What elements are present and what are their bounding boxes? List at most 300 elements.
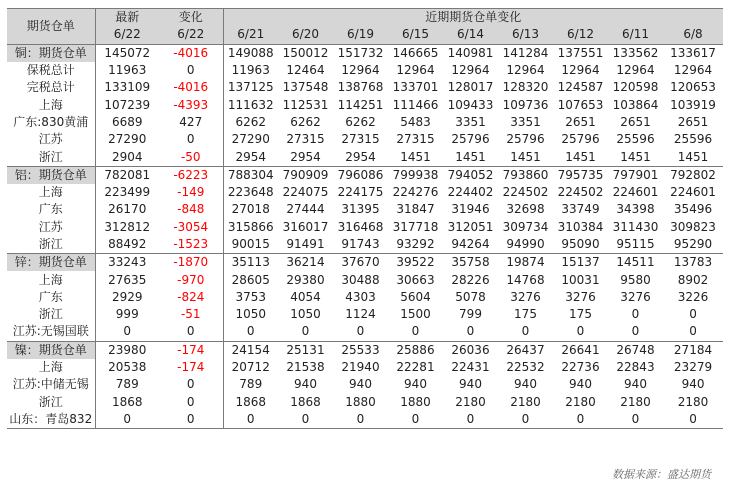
history-value: 37670 [333,254,388,272]
history-value: 788304 [223,166,278,184]
history-value: 2180 [677,394,709,409]
latest-value: 107239 [104,97,151,112]
history-value: 15137 [553,254,608,272]
history-value: 146665 [388,44,443,62]
history-value: 114251 [337,97,384,112]
header-latest-date: 6/22 [95,26,159,44]
latest-value: 1868 [111,394,143,409]
row-label: 江苏 [7,131,95,148]
history-value: 310384 [557,219,604,234]
history-value: 22843 [616,360,655,375]
history-value: 224276 [392,185,439,200]
history-value: 12464 [286,63,325,78]
history-value: 30488 [341,272,380,287]
latest-value: 23980 [95,341,159,359]
history-value: 35758 [443,254,498,272]
section-label: 铜：期货仓单 [7,44,95,62]
row-label: 上海 [7,271,95,288]
history-value: 940 [459,377,482,392]
latest-value: 2904 [111,149,143,164]
row-label: 山东：青岛832 [7,411,95,429]
table-row [7,219,723,236]
history-value: 12964 [561,63,600,78]
latest-value: 145072 [95,44,159,62]
latest-value: 789 [115,377,139,392]
history-value: 94264 [451,237,490,251]
history-value: 796086 [333,166,388,184]
history-value: 311430 [612,219,659,234]
history-value: 2954 [290,149,321,164]
table-row [7,306,723,323]
warehouse-receipt-table-container [7,8,723,481]
history-value: 940 [569,377,592,392]
history-value: 0 [576,324,585,339]
history-value: 90015 [231,237,270,251]
history-value: 109433 [447,97,494,112]
change-value: -4393 [159,96,223,113]
history-value: 0 [411,324,420,339]
latest-value: 312812 [104,219,151,234]
history-value: 27315 [396,132,435,147]
change-value: 0 [159,376,223,393]
history-value: 309734 [502,219,549,234]
history-value: 2651 [620,114,651,129]
history-value: 224175 [337,185,384,200]
history-value: 26036 [443,341,498,359]
history-value: 34398 [616,202,655,217]
change-value: -6223 [159,166,223,184]
history-value: 3753 [235,289,267,304]
latest-value: 133109 [104,80,151,95]
history-value: 5604 [400,289,431,304]
history-value: 2954 [345,149,376,164]
history-value: 2180 [510,394,541,409]
history-value: 9580 [620,272,651,287]
history-value: 12964 [506,63,545,78]
history-value: 27315 [286,132,325,147]
history-value: 940 [349,377,372,392]
history-value: 11963 [231,63,270,78]
history-value: 111466 [392,97,439,112]
history-value: 10031 [561,272,600,287]
history-value: 133617 [663,44,723,62]
history-value: 940 [404,377,427,392]
history-value: 32698 [506,202,545,217]
history-value: 141284 [498,44,553,62]
latest-value: 20538 [108,360,147,375]
history-value: 315866 [227,219,274,234]
row-label: 广东:830黄浦 [7,114,95,131]
header-date: 6/21 [223,26,278,44]
history-value: 28226 [451,272,490,287]
history-value: 111632 [227,97,274,112]
history-value: 0 [689,324,697,339]
history-value: 2180 [620,394,651,409]
history-value: 3351 [510,114,541,129]
history-value: 1500 [400,307,431,322]
history-value: 940 [624,377,647,392]
history-value: 3226 [677,289,709,304]
history-value: 133562 [608,44,663,62]
history-value: 3351 [455,114,486,129]
change-value: 0 [159,411,223,429]
row-label: 上海 [7,359,95,376]
latest-value: 223499 [104,185,151,200]
history-value: 22736 [561,360,600,375]
history-value: 8902 [677,272,709,287]
history-value: 0 [388,411,443,429]
history-value: 1868 [290,394,321,409]
history-value: 940 [681,377,705,392]
latest-value: 33243 [95,254,159,272]
history-value: 28605 [231,272,270,287]
change-value: -174 [159,359,223,376]
latest-value: 6689 [111,114,143,129]
history-value: 5078 [455,289,486,304]
history-value: 95090 [561,237,600,251]
history-value: 0 [356,324,365,339]
history-value: 31946 [451,202,490,217]
history-value: 1050 [290,307,321,322]
history-value: 27018 [231,202,270,217]
history-value: 13783 [663,254,723,272]
history-value: 19874 [498,254,553,272]
history-value: 317718 [392,219,439,234]
history-value: 25533 [333,341,388,359]
history-value: 133701 [392,80,439,95]
history-value: 224502 [557,185,604,200]
history-value: 224601 [612,185,659,200]
table-row [7,184,723,201]
history-value: 30663 [396,272,435,287]
history-value: 107653 [557,97,604,112]
table-row [7,62,723,79]
history-value: 794052 [443,166,498,184]
change-value: 0 [159,131,223,148]
table-row [7,201,723,218]
table-row [7,271,723,288]
history-value: 124587 [557,80,604,95]
table-row [7,236,723,254]
table-row [7,411,723,429]
row-label: 江苏 [7,219,95,236]
history-value: 1451 [620,149,651,164]
latest-value: 88492 [108,237,147,251]
history-value: 36214 [278,254,333,272]
history-value: 150012 [278,44,333,62]
history-value: 23279 [673,360,713,375]
table-row [7,114,723,131]
history-value: 112531 [282,97,329,112]
history-value: 12964 [341,63,380,78]
history-value: 93292 [396,237,435,251]
history-value: 4303 [345,289,376,304]
history-value: 95290 [673,237,713,251]
history-value: 3276 [620,289,651,304]
table-row [7,359,723,376]
history-value: 26748 [608,341,663,359]
history-value: 316017 [282,219,329,234]
history-value: 137125 [227,80,274,95]
history-value: 6262 [235,114,267,129]
section-label: 铝：期货仓单 [7,166,95,184]
header-date: 6/8 [663,26,723,44]
history-value: 223648 [227,185,274,200]
history-value: 27184 [663,341,723,359]
history-value: 6262 [290,114,321,129]
header-date: 6/12 [553,26,608,44]
row-label: 广东 [7,289,95,306]
history-value: 3276 [565,289,596,304]
history-value: 0 [631,307,640,322]
latest-value: 27290 [108,132,147,147]
history-value: 316468 [337,219,384,234]
history-value: 0 [521,324,530,339]
history-value: 2180 [565,394,596,409]
table-row [7,323,723,341]
change-value: -50 [159,148,223,166]
history-value: 0 [223,411,278,429]
history-value: 94990 [506,237,545,251]
row-label: 广东 [7,201,95,218]
history-value: 175 [514,307,537,322]
history-value: 1880 [400,394,431,409]
header-date: 6/20 [278,26,333,44]
history-value: 91491 [286,237,325,251]
latest-value: 26170 [108,202,147,217]
history-value: 0 [689,307,697,322]
row-label: 浙江 [7,306,95,323]
history-value: 2651 [677,114,709,129]
row-label: 保税总计 [7,62,95,79]
history-value: 14768 [506,272,545,287]
data-source-note: 数据来源：盛达期货 [612,468,712,481]
history-value: 26437 [498,341,553,359]
row-label: 江苏:中储无锡 [7,376,95,393]
history-value: 1451 [510,149,541,164]
history-value: 940 [294,377,317,392]
history-value: 312051 [447,219,494,234]
history-value: 31395 [341,202,380,217]
history-value: 22532 [506,360,545,375]
history-value: 24154 [223,341,278,359]
history-value: 4054 [290,289,321,304]
row-label: 上海 [7,184,95,201]
history-value: 0 [631,324,640,339]
change-value: -3054 [159,219,223,236]
history-value: 792802 [663,166,723,184]
history-value: 2180 [455,394,486,409]
header-date: 6/11 [608,26,663,44]
history-value: 138768 [337,80,384,95]
header-change-date: 6/22 [159,26,223,44]
change-value: 0 [159,62,223,79]
history-value: 103919 [670,97,716,112]
row-label: 江苏:无锡国联 [7,323,95,341]
history-value: 0 [333,411,388,429]
history-value: 25596 [673,132,713,147]
history-value: 175 [569,307,592,322]
history-value: 0 [443,411,498,429]
history-value: 95115 [616,237,655,251]
history-value: 137548 [282,80,329,95]
row-label: 浙江 [7,236,95,254]
history-value: 1451 [565,149,596,164]
history-value: 309823 [670,219,716,234]
row-label: 浙江 [7,394,95,411]
history-value: 1050 [235,307,267,322]
history-value: 21538 [286,360,325,375]
history-value: 793860 [498,166,553,184]
history-value: 1124 [345,307,376,322]
header-latest: 最新 [95,9,159,27]
history-value: 0 [498,411,553,429]
table-row [7,131,723,148]
history-value: 20712 [231,360,270,375]
history-value: 1880 [345,394,376,409]
history-value: 1451 [677,149,709,164]
history-value: 790909 [278,166,333,184]
change-value: -824 [159,289,223,306]
row-label: 浙江 [7,148,95,166]
history-value: 0 [278,411,333,429]
history-value: 224601 [670,185,716,200]
history-value: 103864 [612,97,659,112]
history-value: 799 [459,307,482,322]
latest-value: 27635 [108,272,147,287]
header-change: 变化 [159,9,223,27]
change-value: 0 [159,323,223,341]
history-value: 0 [553,411,608,429]
history-value: 2651 [565,114,596,129]
change-value: -1870 [159,254,223,272]
history-value: 1451 [400,149,431,164]
history-value: 1868 [235,394,267,409]
header-row-1 [7,9,723,27]
history-value: 12964 [673,63,713,78]
latest-value: 0 [95,411,159,429]
table-row [7,96,723,113]
history-value: 128320 [502,80,549,95]
table-row [7,44,723,62]
history-value: 25796 [451,132,490,147]
change-value: -149 [159,184,223,201]
header-date: 6/13 [498,26,553,44]
row-label: 上海 [7,96,95,113]
history-value: 795735 [553,166,608,184]
history-value: 5483 [400,114,431,129]
history-value: 789 [239,377,263,392]
history-value: 1451 [455,149,486,164]
history-value: 22281 [396,360,435,375]
header-receipt-label: 期货仓单 [7,9,95,45]
header-date: 6/19 [333,26,388,44]
change-value: -1523 [159,236,223,254]
header-row-2 [7,26,723,44]
history-value: 33749 [561,202,600,217]
history-value: 25796 [506,132,545,147]
history-value: 0 [246,324,255,339]
history-value: 2954 [235,149,267,164]
latest-value: 782081 [95,166,159,184]
history-value: 35496 [673,202,713,217]
change-value: -970 [159,271,223,288]
change-value: -848 [159,201,223,218]
history-value: 29380 [286,272,325,287]
latest-value: 999 [115,307,139,322]
latest-value: 11963 [108,63,147,78]
history-value: 797901 [608,166,663,184]
latest-value: 0 [123,324,132,339]
history-value: 25886 [388,341,443,359]
history-value: 224402 [447,185,494,200]
history-value: 799938 [388,166,443,184]
history-value: 25131 [278,341,333,359]
row-label: 完税总计 [7,79,95,96]
history-value: 0 [663,411,723,429]
history-value: 31847 [396,202,435,217]
history-value: 39522 [388,254,443,272]
change-value: -4016 [159,79,223,96]
history-value: 35113 [223,254,278,272]
change-value: 0 [159,394,223,411]
history-value: 0 [466,324,475,339]
change-value: -174 [159,341,223,359]
history-value: 128017 [447,80,494,95]
history-value: 0 [608,411,663,429]
history-value: 137551 [553,44,608,62]
history-value: 224075 [282,185,329,200]
header-date: 6/15 [388,26,443,44]
history-value: 12964 [616,63,655,78]
history-value: 6262 [345,114,376,129]
table-row [7,341,723,359]
history-value: 140981 [443,44,498,62]
warehouse-receipt-table [7,8,723,429]
header-date: 6/14 [443,26,498,44]
history-value: 109736 [502,97,549,112]
history-value: 120598 [612,80,659,95]
history-value: 25796 [561,132,600,147]
history-value: 0 [301,324,310,339]
header-recent-changes: 近期期货仓单变化 [223,9,723,27]
history-value: 12964 [451,63,490,78]
table-row [7,254,723,272]
change-value: -51 [159,306,223,323]
change-value: 427 [159,114,223,131]
section-label: 锌：期货仓单 [7,254,95,272]
history-value: 12964 [396,63,435,78]
history-value: 22431 [451,360,490,375]
table-row [7,148,723,166]
history-value: 27315 [341,132,380,147]
history-value: 149088 [223,44,278,62]
history-value: 91743 [341,237,380,251]
history-value: 940 [514,377,537,392]
history-value: 26641 [553,341,608,359]
table-row [7,376,723,393]
table-row [7,394,723,411]
history-value: 27290 [231,132,270,147]
history-value: 27444 [286,202,325,217]
latest-value: 2929 [111,289,143,304]
history-value: 3276 [510,289,541,304]
history-value: 151732 [333,44,388,62]
section-label: 镍：期货仓单 [7,341,95,359]
table-row [7,166,723,184]
table-row [7,289,723,306]
history-value: 25596 [616,132,655,147]
